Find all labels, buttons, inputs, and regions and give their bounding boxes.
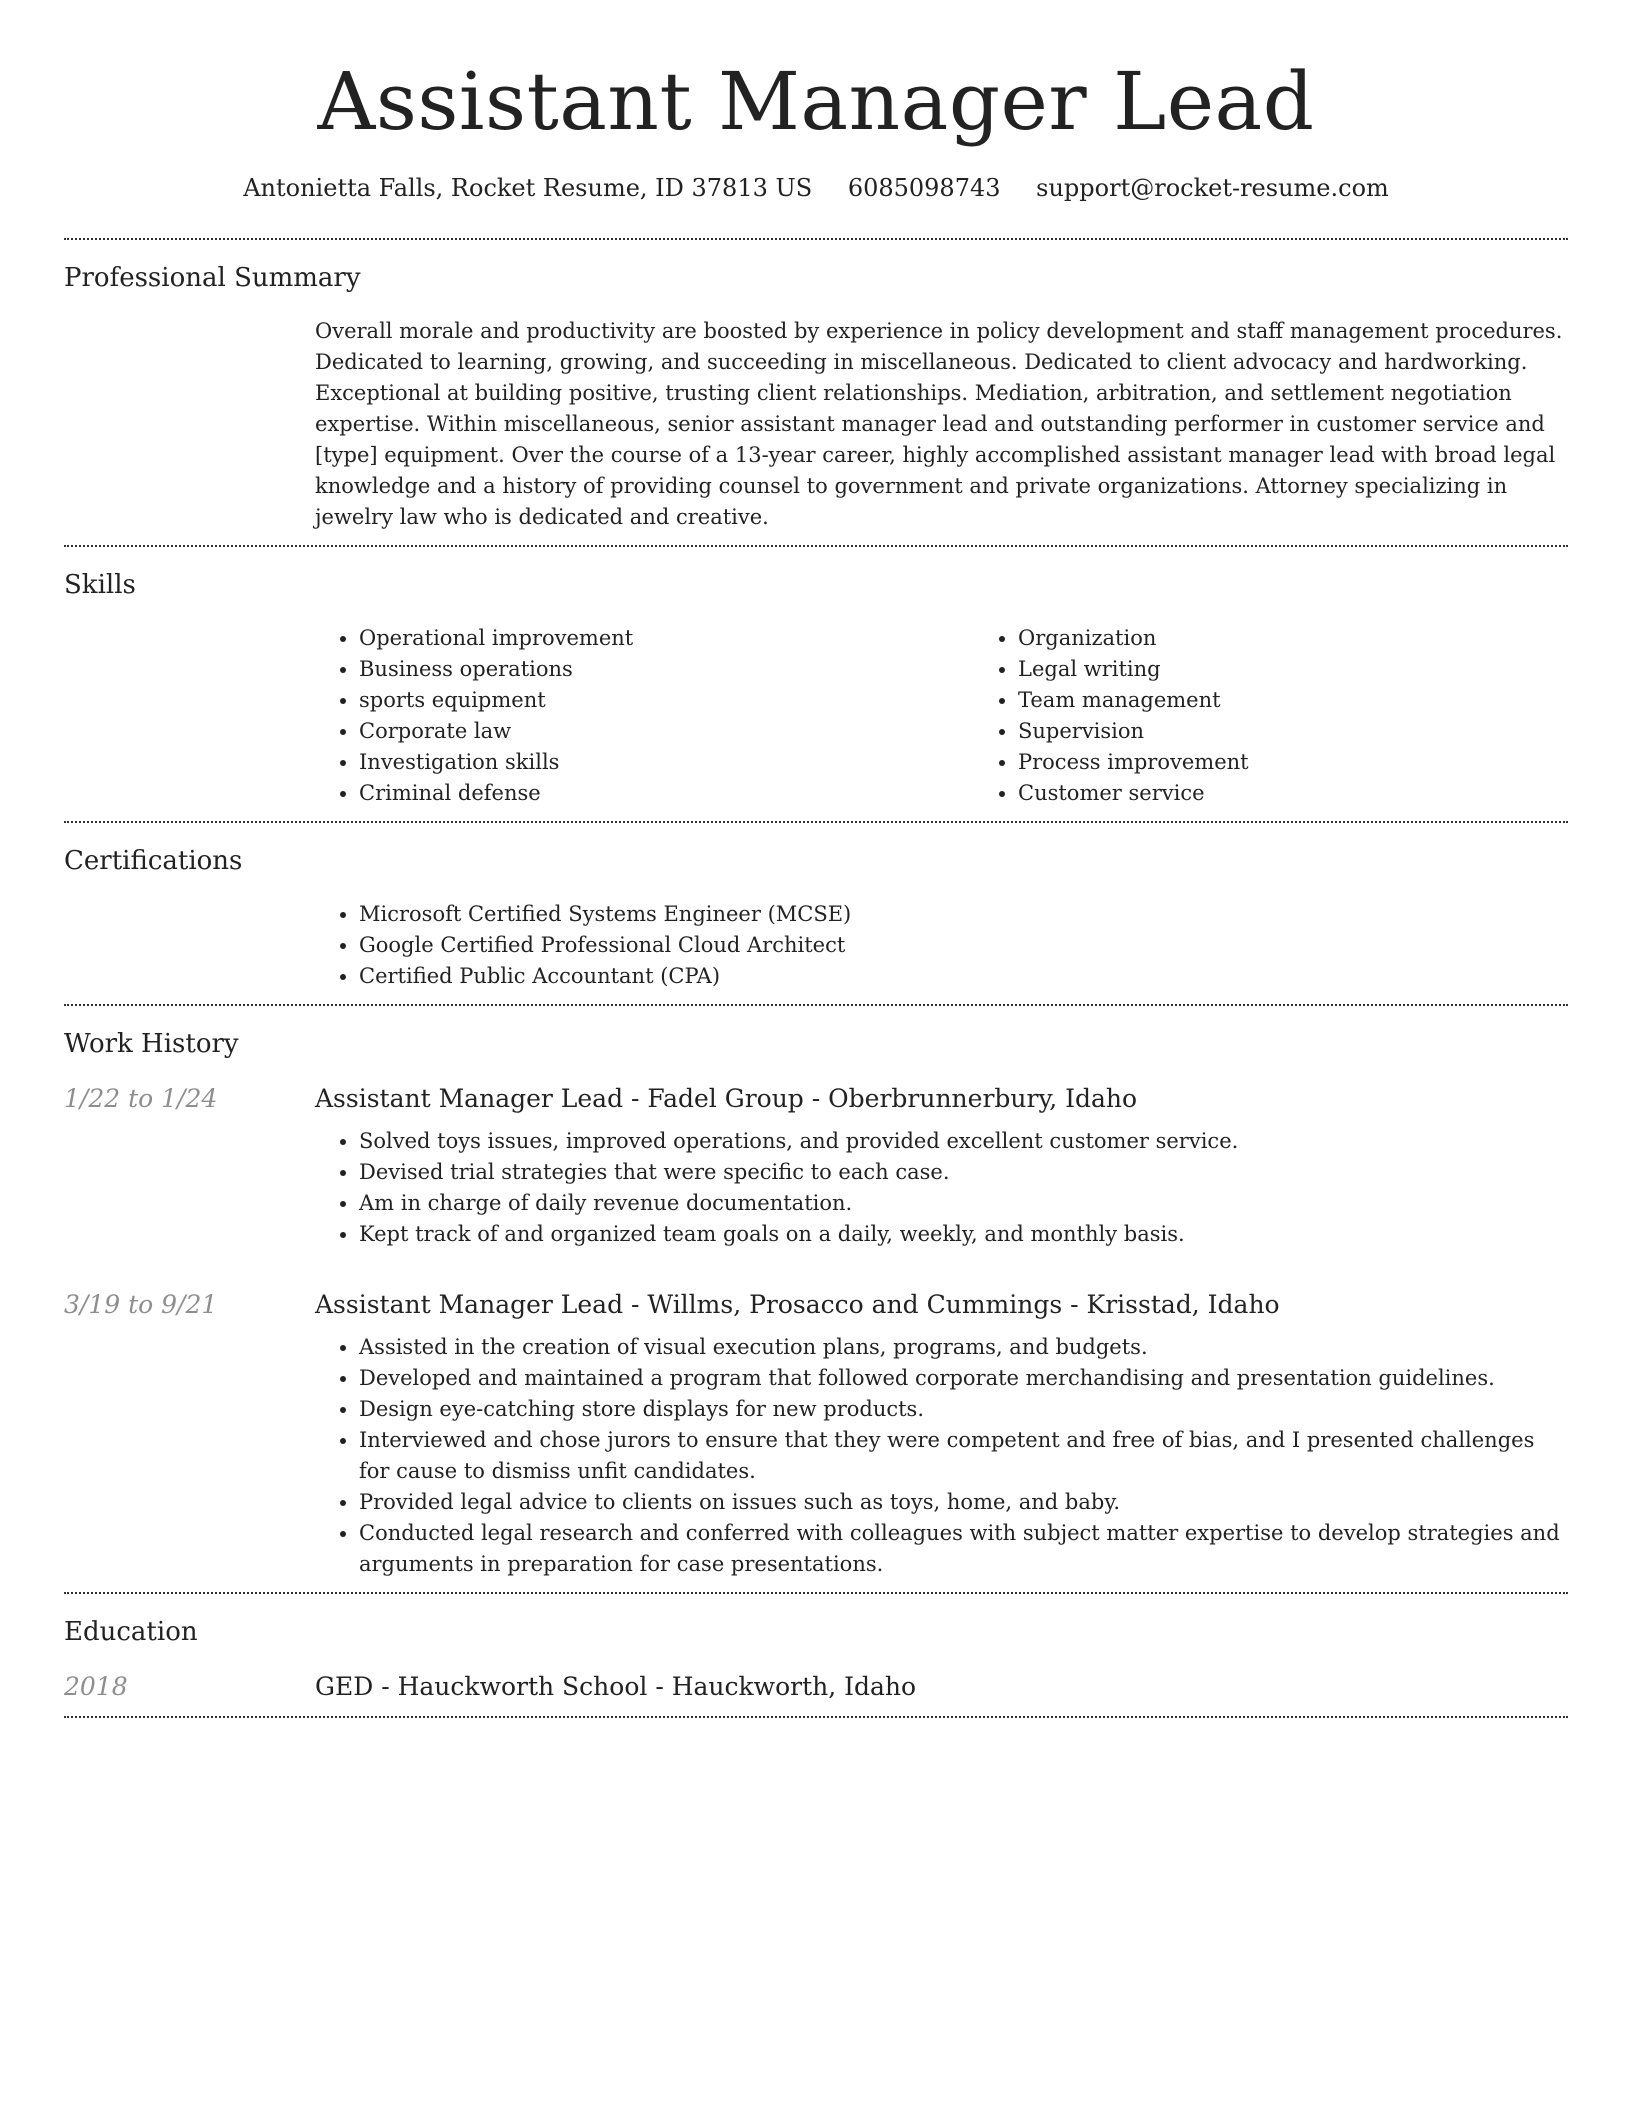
job-dates: 3/19 to 9/21 <box>64 1290 218 1319</box>
certification-item: • Microsoft Certified Systems Engineer (MCSE) <box>359 899 1568 930</box>
divider <box>64 1716 1568 1718</box>
skills-list-right <box>974 623 1632 809</box>
summary-section <box>64 240 1568 545</box>
skill-item: • Process improvement <box>1018 747 1632 778</box>
job-bullet: • Assisted in the creation of visual execution plans, programs, and budgets. <box>359 1332 1568 1363</box>
skill-item: • Criminal defense <box>359 778 974 809</box>
job-bullets <box>315 1126 1568 1250</box>
job-bullet: • Design eye-catching store displays for new products. <box>359 1394 1568 1425</box>
job-entry <box>64 1082 1568 1250</box>
education-title: Education <box>64 1617 198 1647</box>
job-heading: Assistant Manager Lead - Fadel Group - Oberbrunnerbury, Idaho <box>315 1084 1138 1113</box>
job-entry <box>64 1288 1568 1580</box>
skills-section <box>64 547 1568 821</box>
job-bullet: • Devised trial strategies that were specific to each case. <box>359 1157 1568 1188</box>
job-bullet: • Developed and maintained a program that followed corporate merchandising and presentation guidelines. <box>359 1363 1568 1394</box>
skill-item: • Legal writing <box>1018 654 1632 685</box>
skills-title: Skills <box>64 570 136 600</box>
skill-item: • sports equipment <box>359 685 974 716</box>
job-bullet: • Solved toys issues, improved operations, and provided excellent customer service. <box>359 1126 1568 1157</box>
summary-title: Professional Summary <box>64 263 361 293</box>
certification-item: • Certified Public Accountant (CPA) <box>359 961 1568 992</box>
resume-name: Assistant Manager Lead <box>317 55 1315 148</box>
contact-line <box>64 172 1568 204</box>
skill-item: • Organization <box>1018 623 1632 654</box>
work-history-section <box>64 1006 1568 1592</box>
skills-grid <box>315 623 1632 809</box>
skill-item: • Corporate law <box>359 716 974 747</box>
education-entry <box>64 1670 1568 1704</box>
contact-phone: 6085098743 <box>847 174 1001 202</box>
summary-text-block <box>315 316 1568 533</box>
job-bullet: • Am in charge of daily revenue documentation. <box>359 1188 1568 1219</box>
education-section <box>64 1594 1568 1716</box>
job-bullet: • Conducted legal research and conferred with colleagues with subject matter expertise to develop strategies and arguments in preparation for case presentations. <box>359 1518 1568 1580</box>
job-heading: Assistant Manager Lead - Willms, Prosacco and Cummings - Krisstad, Idaho <box>315 1290 1280 1319</box>
job-bullet: • Provided legal advice to clients on issues such as toys, home, and baby. <box>359 1487 1568 1518</box>
certifications-title: Certifications <box>64 846 243 876</box>
education-heading: GED - Hauckworth School - Hauckworth, Idaho <box>315 1672 917 1701</box>
certification-item: • Google Certified Professional Cloud Architect <box>359 930 1568 961</box>
skill-item: • Team management <box>1018 685 1632 716</box>
summary-text: Overall morale and productivity are boosted by experience in policy development and staff management procedures. Dedicated to learning, growing, and succeeding in miscellaneous. Dedicated to client advocacy and hardworking. Exceptional at building positive, trusting client relationships. Mediation, arbitration, and settlement negotiation expertise. Within miscellaneous, senior assistant manager lead and outstanding performer in customer service and [type] equipment. Over the course of a 13-year career, highly accomplished assistant manager lead with broad legal knowledge and a history of providing counsel to government and private organizations. Attorney specializing in jewelry law who is dedicated and creative. <box>315 319 1563 529</box>
skill-item: • Operational improvement <box>359 623 974 654</box>
certifications-list <box>315 899 1568 992</box>
skill-item: • Investigation skills <box>359 747 974 778</box>
work-history-title: Work History <box>64 1029 239 1059</box>
skill-item: • Business operations <box>359 654 974 685</box>
contact-address: Antonietta Falls, Rocket Resume, ID 37813 US <box>243 174 813 202</box>
contact-email: support@rocket-resume.com <box>1036 174 1389 202</box>
job-bullets <box>315 1332 1568 1580</box>
skill-item: • Supervision <box>1018 716 1632 747</box>
skills-list-left <box>315 623 974 809</box>
education-year: 2018 <box>64 1672 128 1701</box>
job-dates: 1/22 to 1/24 <box>64 1084 218 1113</box>
job-bullet: • Interviewed and chose jurors to ensure that they were competent and free of bias, and I presented challenges for cause to dismiss unfit candidates. <box>359 1425 1568 1487</box>
certifications-section <box>64 823 1568 1004</box>
skill-item: • Customer service <box>1018 778 1632 809</box>
job-bullet: • Kept track of and organized team goals on a daily, weekly, and monthly basis. <box>359 1219 1568 1250</box>
